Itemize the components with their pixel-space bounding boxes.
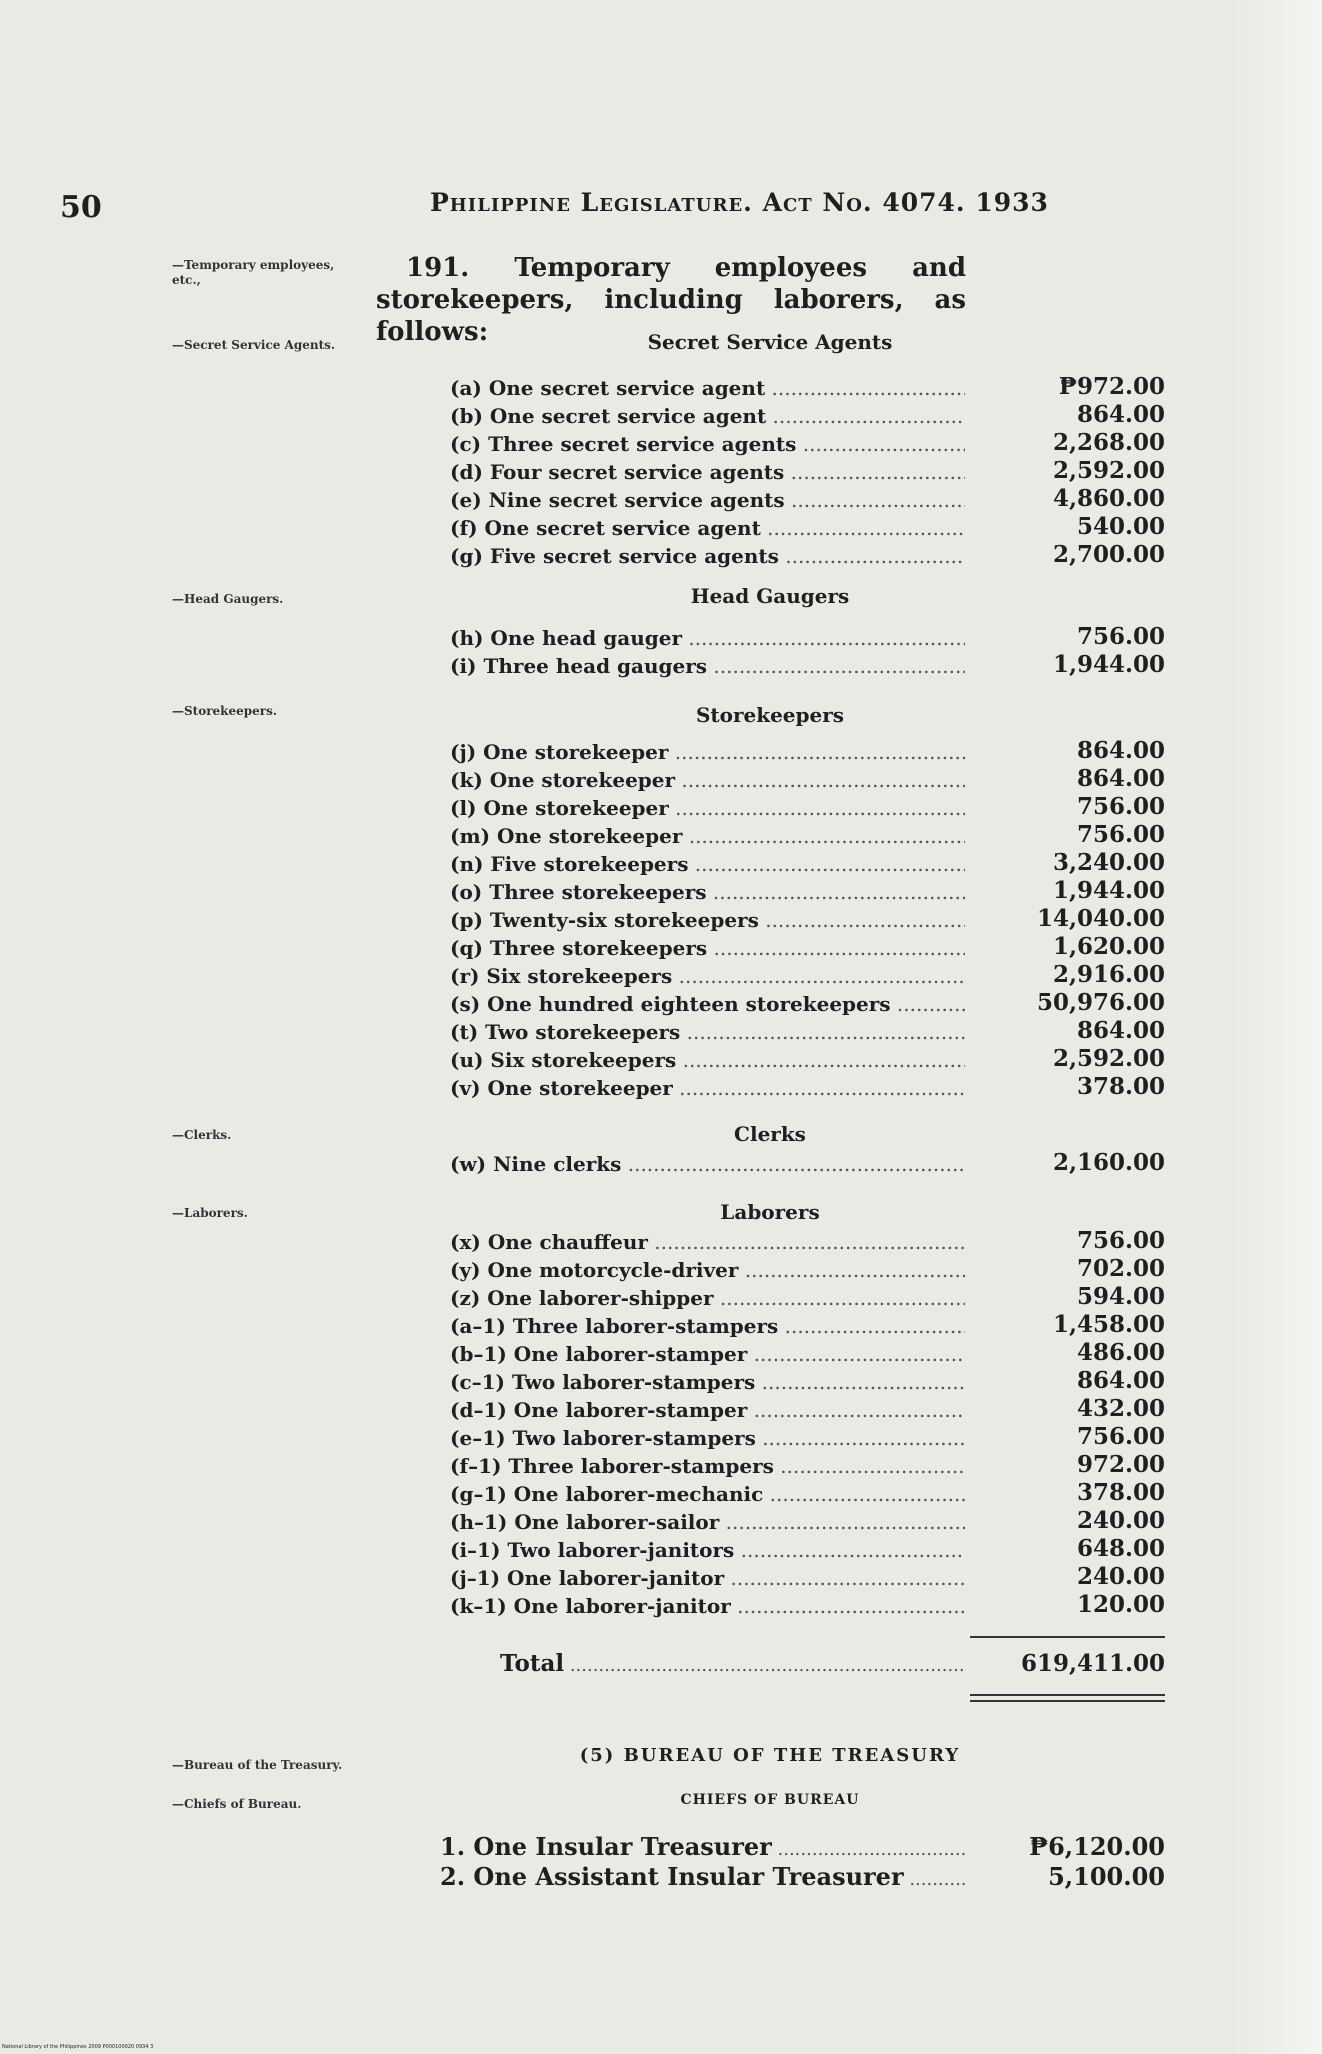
margin-note-temporary: —Temporary employees, etc., <box>172 258 335 287</box>
line-item: (f) One secret service agent ..... 540.00 <box>450 516 1165 544</box>
running-head: Philippine Legislature. Act No. 4074. 1933 <box>430 188 1049 217</box>
line-item: (i–1) Two laborer-janitors ..... 648.00 <box>450 1538 1165 1566</box>
line-item: (g–1) One laborer-mechanic ..... 378.00 <box>450 1482 1165 1510</box>
line-item: (s) One hundred eighteen storekeepers ..... 50,976.00 <box>450 992 1165 1020</box>
line-item: (e–1) Two laborer-stampers ..... 756.00 <box>450 1426 1165 1454</box>
line-item: (h–1) One laborer-sailor ..... 240.00 <box>450 1510 1165 1538</box>
section-heading-storekeepers: Storekeepers <box>695 703 845 727</box>
margin-note-bureau-treasury: —Bureau of the Treasury. <box>172 1758 343 1772</box>
line-item: (c) Three secret service agents ..... 2,268.00 <box>450 432 1165 460</box>
section-heading-clerks: Clerks <box>734 1122 806 1146</box>
line-item: (z) One laborer-shipper ..... 594.00 <box>450 1286 1165 1314</box>
section-heading-secret-service: Secret Service Agents <box>647 330 893 354</box>
line-item: (g) Five secret service agents ..... 2,700.00 <box>450 544 1165 572</box>
line-item: (a–1) Three laborer-stampers ..... 1,458.00 <box>450 1314 1165 1342</box>
line-item: (h) One head gauger ..... 756.00 <box>450 626 1165 654</box>
section-intro: 191. Temporary employees and storekeepers, including laborers, as follows: <box>376 253 966 347</box>
total-amount: 619,411.00 <box>1020 1650 1165 1677</box>
line-item: (d) Four secret service agents ..... 2,592.00 <box>450 460 1165 488</box>
page-edge-shade <box>1232 0 1322 2054</box>
line-item: (m) One storekeeper ..... 756.00 <box>450 824 1165 852</box>
total-label: Total ..... <box>500 1650 965 1677</box>
margin-note-head-gaugers: —Head Gaugers. <box>172 592 284 606</box>
line-item: (b) One secret service agent ..... 864.00 <box>450 404 1165 432</box>
section-heading-bureau-treasury: (5) BUREAU OF THE TREASURY <box>579 1745 961 1766</box>
line-item: (w) Nine clerks ..... 2,160.00 <box>450 1152 1165 1180</box>
line-item: (p) Twenty-six storekeepers ..... 14,040.00 <box>450 908 1165 936</box>
line-item: (j) One storekeeper ..... 864.00 <box>450 740 1165 768</box>
line-item: (q) Three storekeepers ..... 1,620.00 <box>450 936 1165 964</box>
section-heading-laborers: Laborers <box>720 1200 820 1224</box>
line-item: (e) Nine secret service agents ..... 4,860.00 <box>450 488 1165 516</box>
line-item: (u) Six storekeepers ..... 2,592.00 <box>450 1048 1165 1076</box>
margin-note-chiefs-bureau: —Chiefs of Bureau. <box>172 1797 302 1811</box>
scan-footer: National Library of the Philippines 2009 P000100020 0934 3 <box>2 2044 154 2050</box>
line-item: (y) One motorcycle-driver ..... 702.00 <box>450 1258 1165 1286</box>
margin-note-storekeepers: —Storekeepers. <box>172 704 278 718</box>
line-item: (k) One storekeeper ..... 864.00 <box>450 768 1165 796</box>
line-item: (o) Three storekeepers ..... 1,944.00 <box>450 880 1165 908</box>
line-item: (k–1) One laborer-janitor ..... 120.00 <box>450 1594 1165 1622</box>
double-rule <box>970 1694 1165 1702</box>
line-item: (d–1) One laborer-stamper ..... 432.00 <box>450 1398 1165 1426</box>
line-item: (r) Six storekeepers ..... 2,916.00 <box>450 964 1165 992</box>
line-item: (b–1) One laborer-stamper ..... 486.00 <box>450 1342 1165 1370</box>
line-item: 1. One Insular Treasurer ..... ₱6,120.00 <box>440 1832 1165 1864</box>
subheading-chiefs-bureau: CHIEFS OF BUREAU <box>680 1792 860 1808</box>
line-item: (c–1) Two laborer-stampers ..... 864.00 <box>450 1370 1165 1398</box>
line-item: 2. One Assistant Insular Treasurer ..... 5,100.00 <box>440 1862 1165 1894</box>
line-item: (i) Three head gaugers ..... 1,944.00 <box>450 654 1165 682</box>
line-item: (t) Two storekeepers ..... 864.00 <box>450 1020 1165 1048</box>
sum-rule <box>970 1636 1165 1638</box>
line-item: (x) One chauffeur ..... 756.00 <box>450 1230 1165 1258</box>
margin-note-clerks: —Clerks. <box>172 1128 232 1142</box>
margin-note-laborers: —Laborers. <box>172 1206 248 1220</box>
line-item: (v) One storekeeper ..... 378.00 <box>450 1076 1165 1104</box>
line-item: (f–1) Three laborer-stampers ..... 972.00 <box>450 1454 1165 1482</box>
total-line <box>500 1650 1165 1682</box>
line-item: (a) One secret service agent ..... ₱972.00 <box>450 376 1165 404</box>
margin-note-secret-service: —Secret Service Agents. <box>172 338 336 352</box>
page-number: 50 <box>60 190 102 225</box>
section-heading-head-gaugers: Head Gaugers <box>690 584 850 608</box>
line-item: (n) Five storekeepers ..... 3,240.00 <box>450 852 1165 880</box>
line-item: (j–1) One laborer-janitor ..... 240.00 <box>450 1566 1165 1594</box>
line-item: (l) One storekeeper ..... 756.00 <box>450 796 1165 824</box>
